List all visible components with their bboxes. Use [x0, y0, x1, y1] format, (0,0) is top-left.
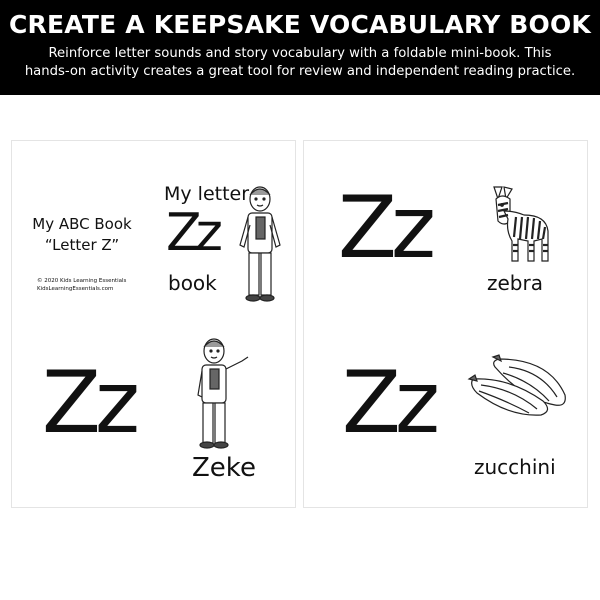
banner-description [14, 45, 586, 81]
page-letter-zz: Zz [42, 353, 135, 453]
word-zucchini: zucchini [474, 455, 556, 479]
zucchini-letter-zz: Zz [342, 353, 435, 453]
banner-description-line-1: Reinforce letter sounds and story vocabulary with a foldable mini-book. This [48, 46, 552, 61]
cover-copyright: © 2020 Kids Learning Essentials [37, 278, 127, 284]
cover-subtitle: “Letter Z” [44, 236, 120, 254]
left-book-sheet [11, 140, 296, 508]
banner-title: CREATE A KEEPSAKE VOCABULARY BOOK [8, 10, 592, 39]
header-banner [0, 0, 600, 95]
my-letter-text: My letter [164, 183, 250, 205]
banner-description-line-2: hands-on activity creates a great tool for review and independent reading practice. [24, 64, 576, 79]
cover-letter-zz: Zz [166, 203, 217, 263]
cover-title: My ABC Book [32, 215, 132, 233]
cover-website: KidsLearningEssentials.com [37, 286, 114, 292]
zucchini-illustration [469, 353, 569, 423]
right-book-sheet [303, 140, 588, 508]
zeke-illustration [192, 337, 252, 452]
zebra-illustration [484, 181, 554, 263]
book-text: book [168, 271, 217, 295]
word-zeke: Zeke [192, 453, 256, 483]
zebra-letter-zz: Zz [338, 178, 431, 278]
boy-illustration [234, 185, 286, 307]
word-zebra: zebra [487, 271, 543, 295]
